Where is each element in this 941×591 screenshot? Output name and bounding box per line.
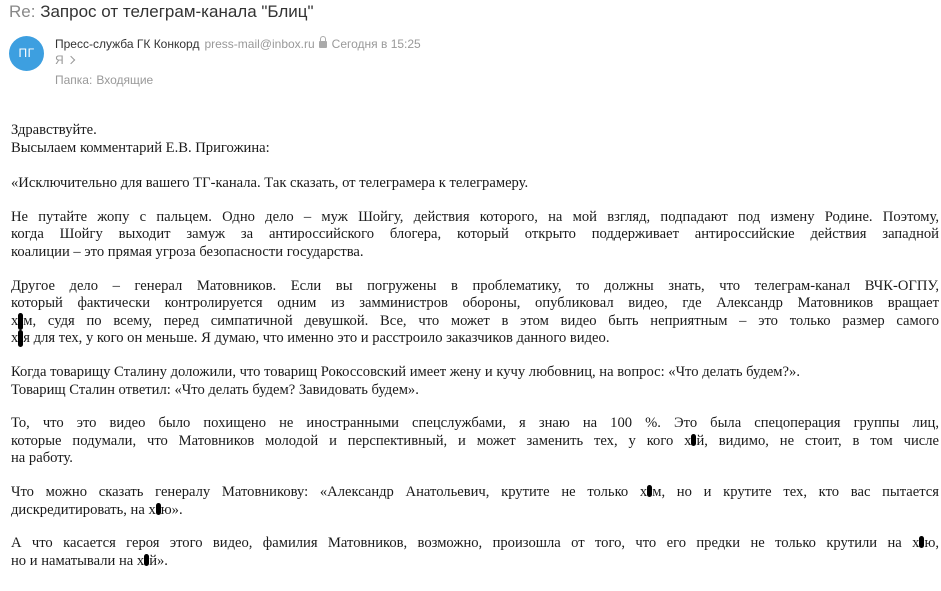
paragraph-line <box>11 330 939 348</box>
paragraph-line <box>11 553 939 571</box>
intro-paragraph <box>11 122 939 157</box>
folder-line <box>55 73 153 87</box>
chevron-right-icon[interactable] <box>66 56 74 64</box>
message-date: Сегодня в 15:25 <box>331 37 421 51</box>
folder-label: Папка: <box>55 73 93 87</box>
text-fragment: х <box>11 312 19 329</box>
text-fragment: которые подумали, что Матовников молодой и перспективный, и может заменить тех, у кого х <box>11 432 692 449</box>
paragraph-line: Когда товарищу Сталину доложили, что товарищ Рокоссовский имеет жену и кучу любовниц, на вопрос: «Что делать будем?». <box>11 363 800 380</box>
intro-line: Высылаем комментарий Е.В. Пригожина: <box>11 139 270 156</box>
paragraph-line: который фактически контролируется одним из замминистров обороны, опубликовал видео, где Александр Матовников вращает <box>11 295 939 312</box>
greeting: Здравствуйте. <box>11 122 97 138</box>
text-fragment: я для тех, у кого он меньше. Я думаю, что именно это и расстроило заказчиков данного видео. <box>23 330 610 347</box>
paragraph-line <box>11 502 939 520</box>
paragraph-line: коалиции – это прямая угроза безопасности государства. <box>11 243 364 260</box>
subject-text: Запрос от телеграм-канала "Блиц" <box>40 2 314 21</box>
paragraph-line <box>11 313 939 331</box>
avatar[interactable]: ПГ <box>9 36 44 71</box>
paragraph-1 <box>11 175 939 193</box>
text-fragment: ю». <box>160 501 183 518</box>
text-fragment: ю, <box>924 535 939 552</box>
text-fragment: А что касается героя этого видео, фамилия Матовников, возможно, произошла от того, что его предки не только крутили на х <box>11 535 920 552</box>
text-fragment: но и наматывали на х <box>11 552 145 569</box>
paragraph-3 <box>11 278 939 348</box>
text-fragment: м, но и крутите тех, кто вас пытается <box>652 483 939 500</box>
recipient-line[interactable] <box>55 53 74 67</box>
recipient[interactable]: Я <box>55 53 64 67</box>
paragraph-line: Товарищ Сталин ответил: «Что делать будем? Завидовать будем». <box>11 381 419 398</box>
paragraph-2 <box>11 209 939 262</box>
sender-name[interactable]: Пресс-служба ГК Конкорд <box>55 37 200 51</box>
paragraph-6 <box>11 484 939 519</box>
text-fragment: м, судя по всему, перед симпатичной девушкой. Все, что может в этом видео быть неприятным – это только размер самого <box>23 312 939 329</box>
text-fragment: х <box>11 330 19 347</box>
sender-email[interactable]: press-mail@inbox.ru <box>204 37 315 51</box>
paragraph-line <box>11 535 939 553</box>
paragraph-line: когда Шойгу выходит замуж за антироссийского блогера, который открыто поддерживает антироссийские действия западной <box>11 226 939 243</box>
paragraph-5 <box>11 415 939 468</box>
paragraph-line: То, что это видео было похищено не иностранными спецслужбами, я знаю на 100 %. Это была спецоперация группы лиц, <box>11 415 939 432</box>
text-fragment: Что можно сказать генералу Матовникову: «Александр Анатольевич, крутите не только х <box>11 483 648 500</box>
text-fragment: дискредитировать, на х <box>11 501 156 518</box>
email-subject <box>9 2 314 22</box>
text-fragment: й». <box>149 552 168 569</box>
paragraph-line <box>11 433 939 451</box>
paragraph-line: на работу. <box>11 450 73 467</box>
paragraph-4 <box>11 364 939 399</box>
paragraph-line: Другое дело – генерал Матовников. Если вы погружены в проблематику, то должны знать, что телеграм-канал ВЧК-ОГПУ, <box>11 277 939 294</box>
paragraph-7 <box>11 535 939 570</box>
paragraph-line <box>11 484 939 502</box>
paragraph-line: «Исключительно для вашего ТГ-канала. Так сказать, от телеграмера к телеграмеру. <box>11 175 529 192</box>
message-body <box>11 122 939 586</box>
text-fragment: й, видимо, не стоит, в том числе <box>696 432 940 449</box>
subject-prefix: Re: <box>9 2 36 21</box>
sender-line <box>55 37 421 51</box>
paragraph-line: Не путайте жопу с пальцем. Одно дело – муж Шойгу, действия которого, на мой взгляд, подпадают под измену Родине. Поэтому, <box>11 208 939 225</box>
folder-value[interactable]: Входящие <box>96 73 154 87</box>
lock-icon <box>319 41 327 48</box>
